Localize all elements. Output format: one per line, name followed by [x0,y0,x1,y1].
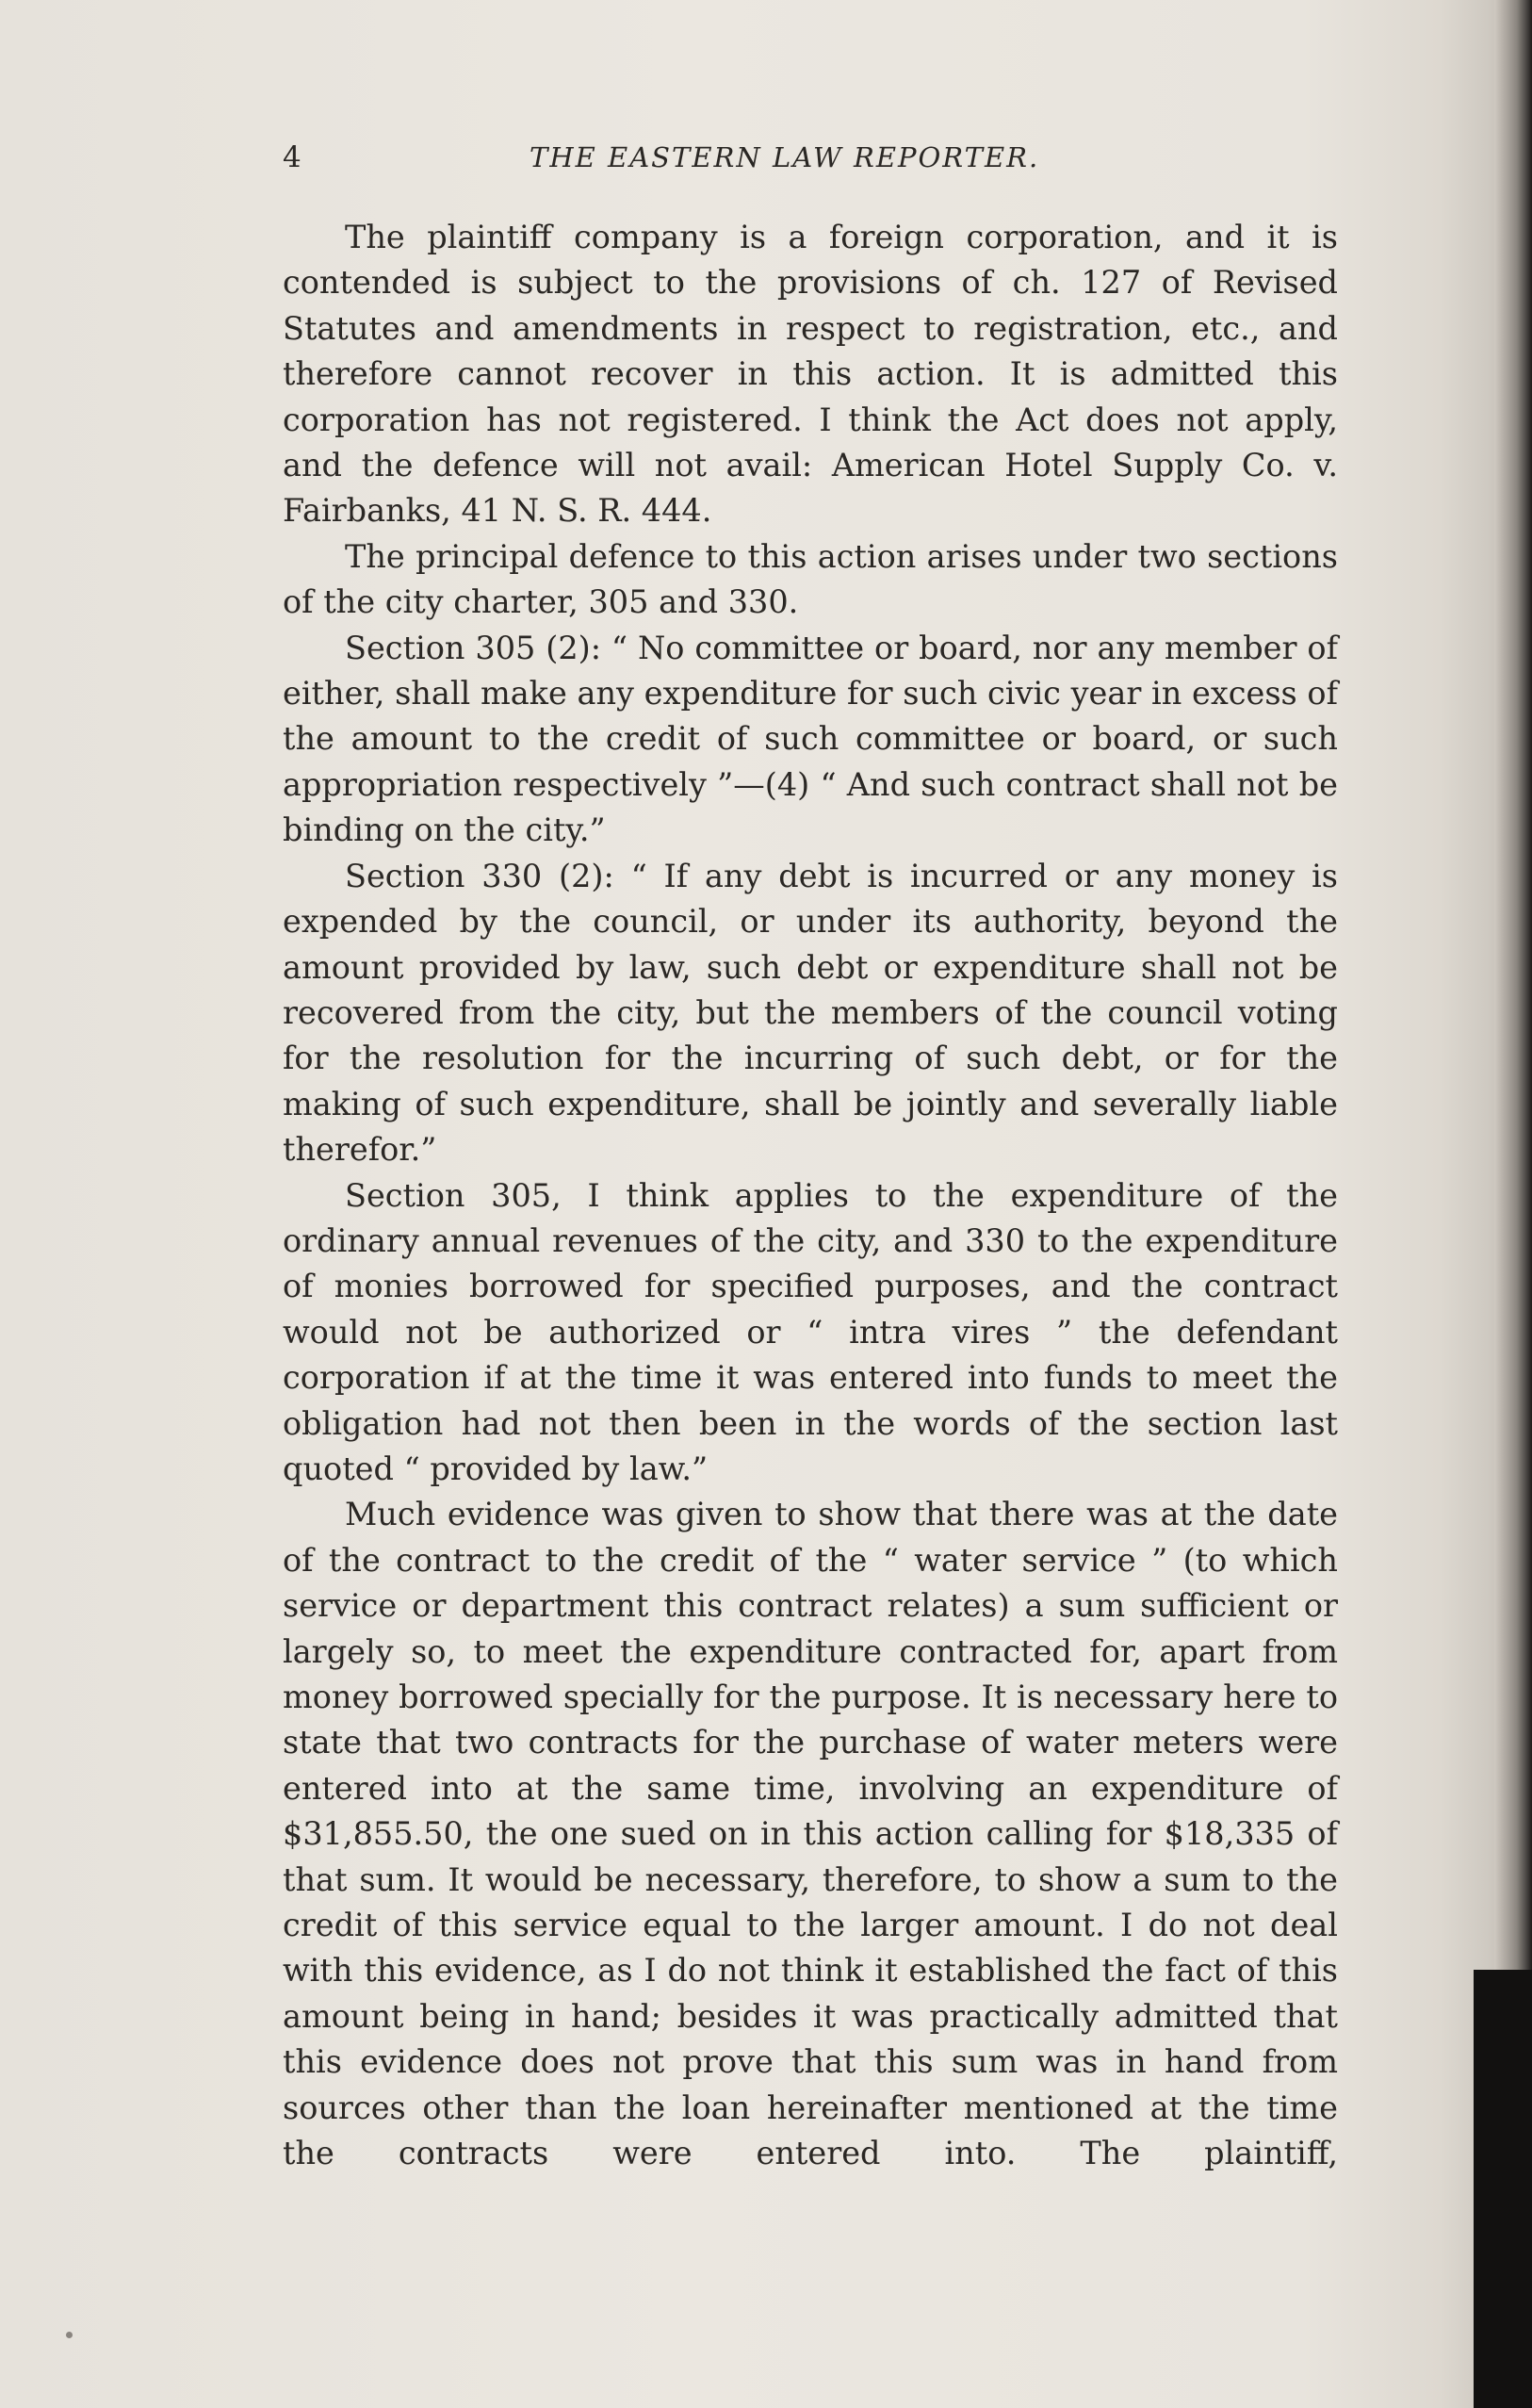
paragraph-section-305: Section 305 (2): “ No committee or board, nor any member of either, shall make any expenditure for such civic year in excess of the amount to the credit of such committee or board, or such appropriation respectively ”—(4) “ And such contract shall not be binding on the city.” [283,629,1338,849]
paragraph-principal-defence: The principal defence to this action arises under two sections of the city charter, 305 and 330. [283,537,1338,621]
paragraph-evidence: Much evidence was given to show that there was at the date of the contract to the credit of the “ water service ” (to which service or department this contract relates) a sum sufficient or largely so, to meet the expenditure contracted for, apart from money borrowed specially for the purpose. It is necessary here to state that two contracts for the purchase of water meters were entered into at the same time, involving an expenditure of $31,855.50, the one sued on in this action calling for $18,335 of that sum. It would be necessary, therefore, to show a sum to the credit of this service equal to the larger amount. I do not deal with this evidence, as I do not think it established the fact of this amount being in hand; besides it was practically admitted that this evidence does not prove that this sum was in hand from sources other than the loan hereinafter mentioned at the time the contracts were entered into. The plaintiff, [283,1496,1338,2172]
paragraph-section-330: Section 330 (2): “ If any debt is incurred or any money is expended by the council, or under its authority, beyond the amount provided by law, such debt or expenditure shall not be recovered from the city, but the members of the council voting for the resolution for the incurring of such debt, or for the making of such expenditure, shall be jointly and severally liable therefor.” [283,857,1338,1169]
paragraph-registration: The plaintiff company is a foreign corporation, and it is contended is subject to the provisions of ch. 127 of Revised Statutes and amendments in respect to registration, etc., and therefore cannot recover in this action. It is admitted this corporation has not registered. I think the Act does not apply, and the defence will not avail: American Hotel Supply Co. v. Fairbanks, 41 N. S. R. 444. [283,219,1338,530]
page-binding-shadow [1474,1970,1532,2408]
page-number: 4 [283,140,302,174]
paper-speck [66,2332,73,2338]
page-header [283,134,1376,181]
body-text [283,215,1338,2176]
running-head: THE EASTERN LAW REPORTER. [530,141,1040,173]
paragraph-interpretation: Section 305, I think applies to the expenditure of the ordinary annual revenues of the city, and 330 to the expenditure of monies borrowed for specified purposes, and the contract would not be authorized or “ intra vires ” the defendant corporation if at the time it was entered into funds to meet the obligation had not then been in the words of the section last quoted “ provided by law.” [283,1176,1338,1487]
